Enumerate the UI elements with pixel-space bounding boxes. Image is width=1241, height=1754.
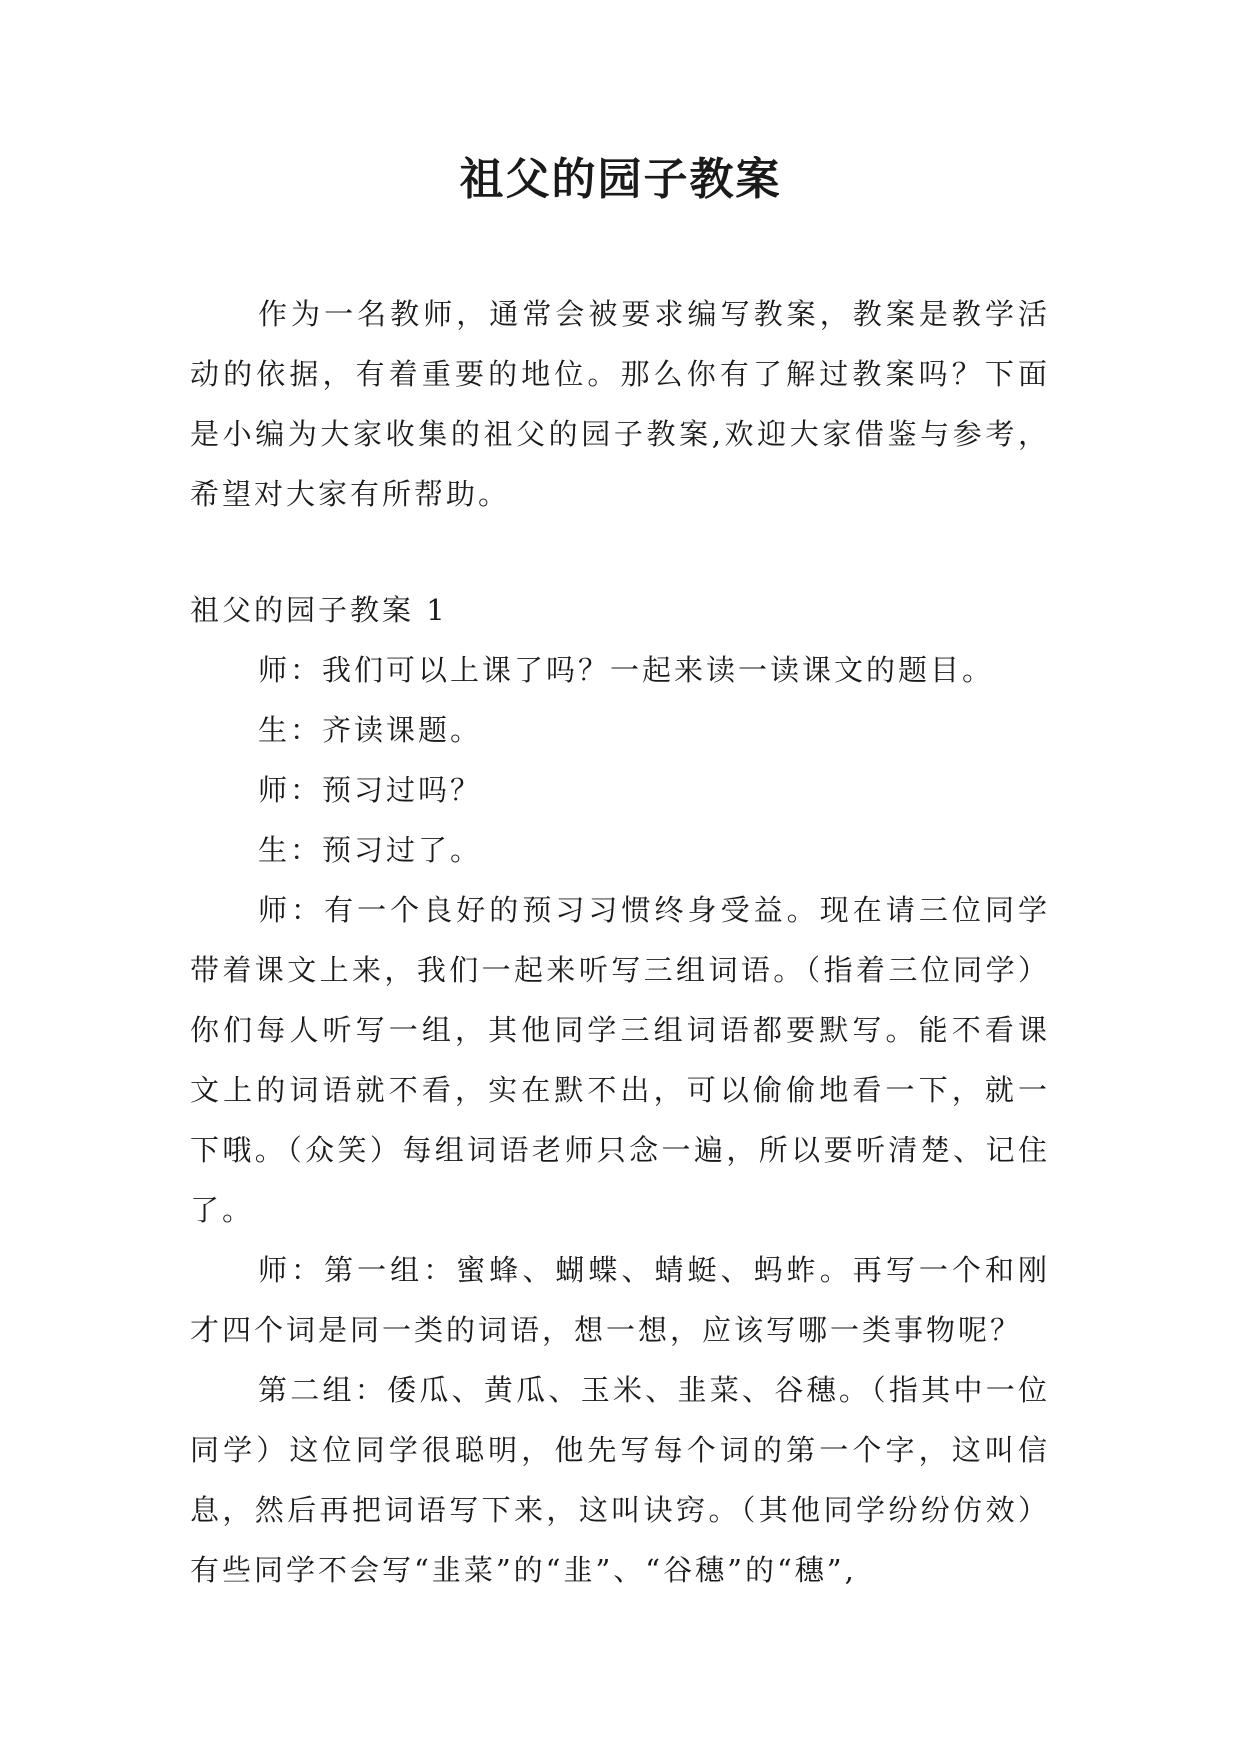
intro-paragraph: 作为一名教师，通常会被要求编写教案，教案是教学活动的依据，有着重要的地位。那么你有了解过教案吗？下面是小编为大家收集的祖父的园子教案,欢迎大家借鉴与参考，希望对大家有所帮助。 [190, 297, 1050, 511]
dialogue-paragraph: 生：齐读课题。 [258, 713, 483, 747]
dialogue-paragraph: 第二组：倭瓜、黄瓜、玉米、韭菜、谷穗。（指其中一位同学）这位同学很聪明，他先写每个词的第一个字，这叫信息，然后再把词语写下来，这叫诀窍。（其他同学纷纷仿效）有些同学不会写“韭菜”的“韭”、“谷穗”的“穗”, [190, 1373, 1050, 1587]
dialogue-paragraph: 师：预习过吗？ [258, 773, 483, 807]
section-heading: 祖父的园子教案 1 [190, 593, 448, 627]
dialogue-paragraph: 师：我们可以上课了吗？一起来读一读课文的题目。 [258, 653, 995, 687]
dialogue-paragraph: 师：第一组：蜜蜂、蝴蝶、蜻蜓、蚂蚱。再写一个和刚才四个词是同一类的词语，想一想，应该写哪一类事物呢？ [190, 1253, 1050, 1347]
dialogue-paragraph: 生：预习过了。 [258, 833, 483, 867]
document-title: 祖父的园子教案 [459, 154, 782, 205]
dialogue-paragraph: 师：有一个良好的预习习惯终身受益。现在请三位同学带着课文上来，我们一起来听写三组词语。（指着三位同学）你们每人听写一组，其他同学三组词语都要默写。能不看课文上的词语就不看，实在默不出，可以偷偷地看一下，就一下哦。（众笑）每组词语老师只念一遍，所以要听清楚、记住了。 [190, 893, 1050, 1227]
document-body [190, 284, 1050, 1600]
